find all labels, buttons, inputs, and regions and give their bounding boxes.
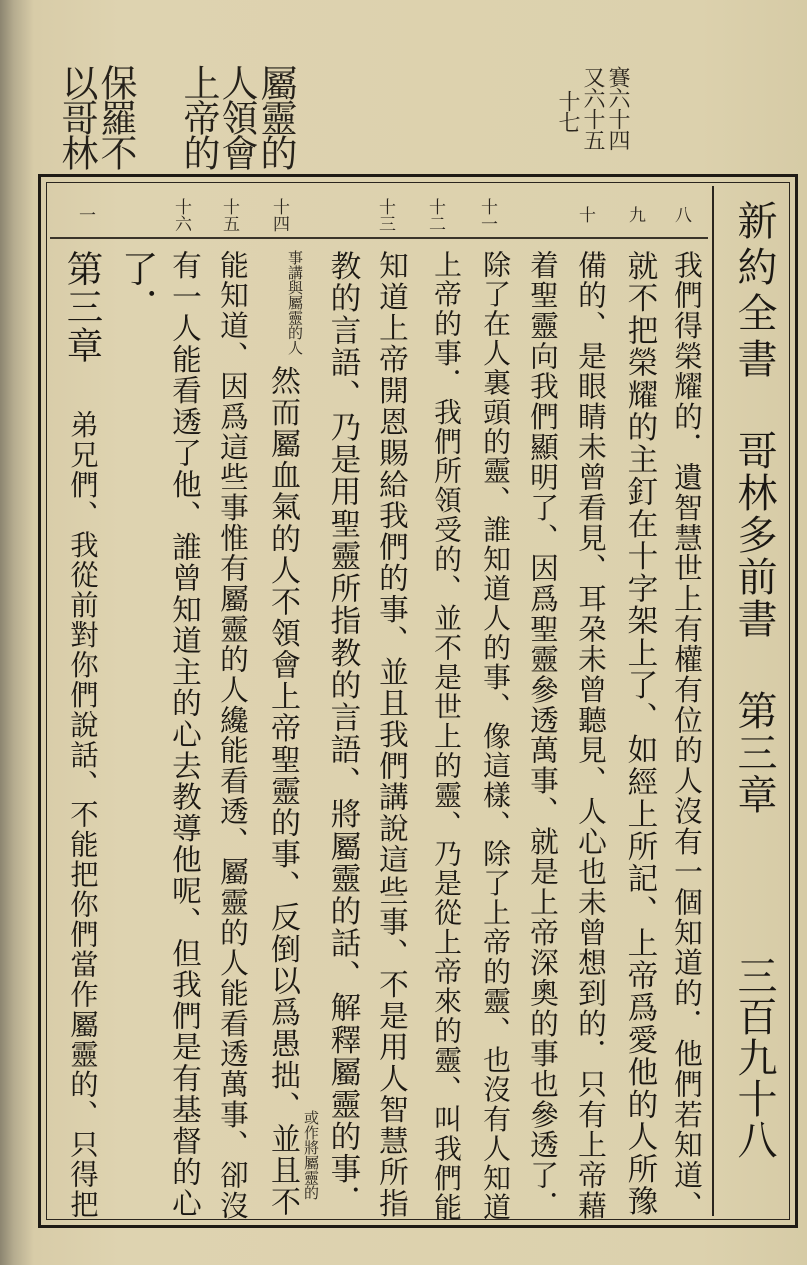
text-column: 知道上帝開恩賜給我們的事、並且我們講說這些事、不是用人智慧所指 [375, 250, 410, 1220]
text-column: 有一人能看透了他、誰曾知道主的心去教導他呢、但我們是有基督的心 [168, 250, 203, 1220]
verse-marker: 十一 [477, 198, 497, 232]
verse-marker: 十三 [375, 198, 395, 232]
text-column: 就不把榮耀的主釘在十字架上了、如經上所記、上帝爲愛他的人所豫 [622, 250, 657, 1218]
header-note: 人領會 [215, 64, 258, 169]
column-note: 或作將屬靈的 [302, 1110, 320, 1200]
header-note: 以哥林 [55, 64, 98, 169]
verse-marker: 十六 [171, 198, 191, 232]
text-column: 備的、是眼睛未曾看見、耳朶未曾聽見、人心也未曾想到的．只有上帝藉 [574, 250, 608, 1221]
text-column: 除了在人裏頭的靈、誰知道人的事、像這樣、除了上帝的靈、也沒有人知道 [478, 250, 511, 1223]
header-ref: 十七 [555, 90, 580, 132]
verse-marker: 九 [625, 206, 645, 223]
verse-marker: 一 [75, 206, 95, 223]
header-ref: 又六十五 [580, 66, 605, 150]
header-note: 屬靈的 [254, 64, 297, 169]
chapter-heading: 第三章 [61, 250, 104, 365]
header-note: 保羅不 [94, 64, 137, 169]
text-column: 能知道、因爲這些事惟有屬靈的人纔能看透、屬靈的人能看透萬事、卻沒 [216, 250, 250, 1221]
text-column: 我們得榮耀的．遺智慧世上有權有位的人沒有一個知道的．他們若知道、 [670, 250, 704, 1221]
text-column: 上帝的事．我們所領受的、並不是世上的靈、乃是從上帝來的靈、叫我們能 [429, 250, 462, 1223]
text-column: 了． [116, 250, 159, 327]
column-note: 事講與屬靈的人 [286, 250, 304, 355]
header-note: 上帝的 [177, 64, 220, 169]
text-column: 然而屬血氣的人不領會上帝聖靈的事、反倒以爲愚拙、並且不 [265, 365, 300, 1218]
page-number: 三百九十八 [731, 955, 777, 1160]
verse-marker: 十 [575, 206, 595, 223]
text-column: 教的言語、乃是用聖靈所指教的言語、將屬靈的話、解釋屬靈的事． [325, 250, 360, 1218]
running-title: 新約全書 [731, 200, 777, 384]
text-column: 着聖靈向我們顯明了、因爲聖靈參透萬事、就是上帝深奧的事也參透了． [526, 250, 560, 1221]
text-column: 弟兄們、我從前對你們說話、不能把你們當作屬靈的、只得把 [66, 410, 99, 1220]
verse-marker: 八 [671, 206, 691, 223]
verse-marker: 十五 [219, 198, 239, 232]
verse-marker-rule [50, 237, 708, 239]
running-chapter: 第三章 [731, 690, 777, 816]
verse-marker: 十四 [269, 198, 289, 232]
header-ref: 賽六十四 [605, 66, 630, 150]
verse-marker: 十二 [425, 198, 445, 232]
running-book: 哥林多前書 [731, 430, 777, 640]
running-head-divider [712, 186, 714, 1216]
